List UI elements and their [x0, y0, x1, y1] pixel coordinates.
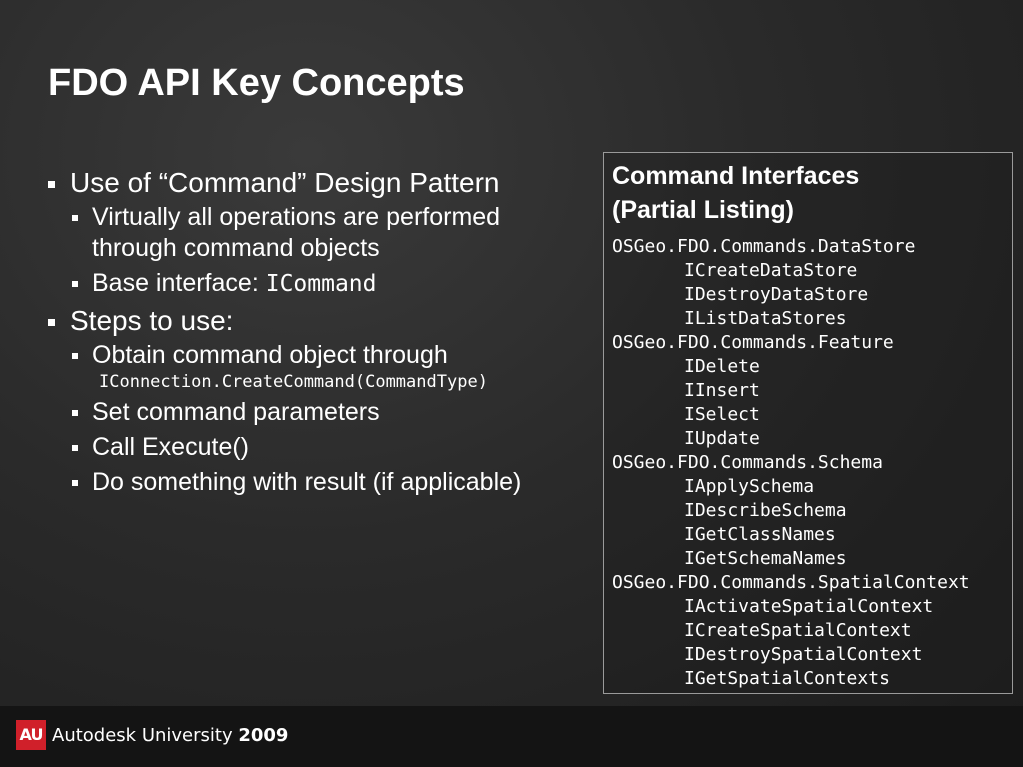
autodesk-university-logo-icon: AU: [16, 720, 46, 750]
interface-item: ICreateDataStore: [684, 260, 858, 281]
interface-item: IDestroyDataStore: [684, 284, 869, 305]
interface-item: IListDataStores: [684, 308, 847, 329]
interface-item: IGetClassNames: [684, 524, 836, 545]
brand-name: Autodesk University: [52, 725, 233, 746]
sub-bullet-operations: [46, 202, 591, 264]
code-create-command: IConnection.CreateCommand(CommandType): [99, 372, 488, 392]
interface-item: IInsert: [684, 380, 760, 401]
bullet-steps: [46, 304, 591, 338]
interface-list: [612, 235, 970, 691]
square-bullet-icon: [72, 215, 78, 221]
brand-year: 2009: [238, 725, 289, 746]
footer-brand: [52, 724, 288, 748]
sub-bullet-label: Obtain command object through: [92, 341, 448, 369]
sub-bullet-set-params: [46, 397, 591, 428]
square-bullet-icon: [72, 410, 78, 416]
bullet-list: [46, 166, 591, 502]
sub-bullet-obtain: [46, 340, 591, 393]
panel-title-line2: (Partial Listing): [612, 196, 794, 224]
command-interfaces-panel: [603, 152, 1013, 694]
interface-item: IApplySchema: [684, 476, 815, 497]
square-bullet-icon: [72, 281, 78, 287]
square-bullet-icon: [48, 319, 55, 326]
interface-item: ICreateSpatialContext: [684, 620, 912, 641]
interface-item: IDelete: [684, 356, 760, 377]
bullet-label: Use of “Command” Design Pattern: [70, 167, 500, 198]
interface-item: IGetSpatialContexts: [684, 668, 890, 689]
namespace-schema: OSGeo.FDO.Commands.Schema: [612, 452, 883, 473]
interface-item: IGetSchemaNames: [684, 548, 847, 569]
square-bullet-icon: [72, 445, 78, 451]
sub-bullet-label: Do something with result (if applicable): [92, 468, 522, 496]
sub-bullet-label: Virtually all operations are performed through command objects: [92, 203, 501, 262]
sub-bullet-label: Call Execute(): [92, 433, 249, 461]
bullet-label: Steps to use:: [70, 305, 234, 336]
interface-item: ISelect: [684, 404, 760, 425]
square-bullet-icon: [48, 181, 55, 188]
sub-bullet-execute: [46, 432, 591, 463]
square-bullet-icon: [72, 480, 78, 486]
sub-bullet-label: Base interface:: [92, 269, 266, 297]
namespace-feature: OSGeo.FDO.Commands.Feature: [612, 332, 894, 353]
panel-title: [612, 159, 859, 227]
slide-title: FDO API Key Concepts: [48, 62, 465, 104]
interface-item: IDestroySpatialContext: [684, 644, 923, 665]
square-bullet-icon: [72, 353, 78, 359]
sub-bullet-result: [46, 467, 591, 498]
panel-title-line1: Command Interfaces: [612, 162, 860, 190]
code-icommand: ICommand: [265, 271, 377, 297]
namespace-spatialcontext: OSGeo.FDO.Commands.SpatialContext: [612, 572, 970, 593]
interface-item: IActivateSpatialContext: [684, 596, 934, 617]
sub-bullet-base-interface: [46, 268, 591, 300]
namespace-datastore: OSGeo.FDO.Commands.DataStore: [612, 236, 916, 257]
bullet-command-pattern: [46, 166, 591, 200]
sub-bullet-label: Set command parameters: [92, 398, 380, 426]
interface-item: IDescribeSchema: [684, 500, 847, 521]
interface-item: IUpdate: [684, 428, 760, 449]
